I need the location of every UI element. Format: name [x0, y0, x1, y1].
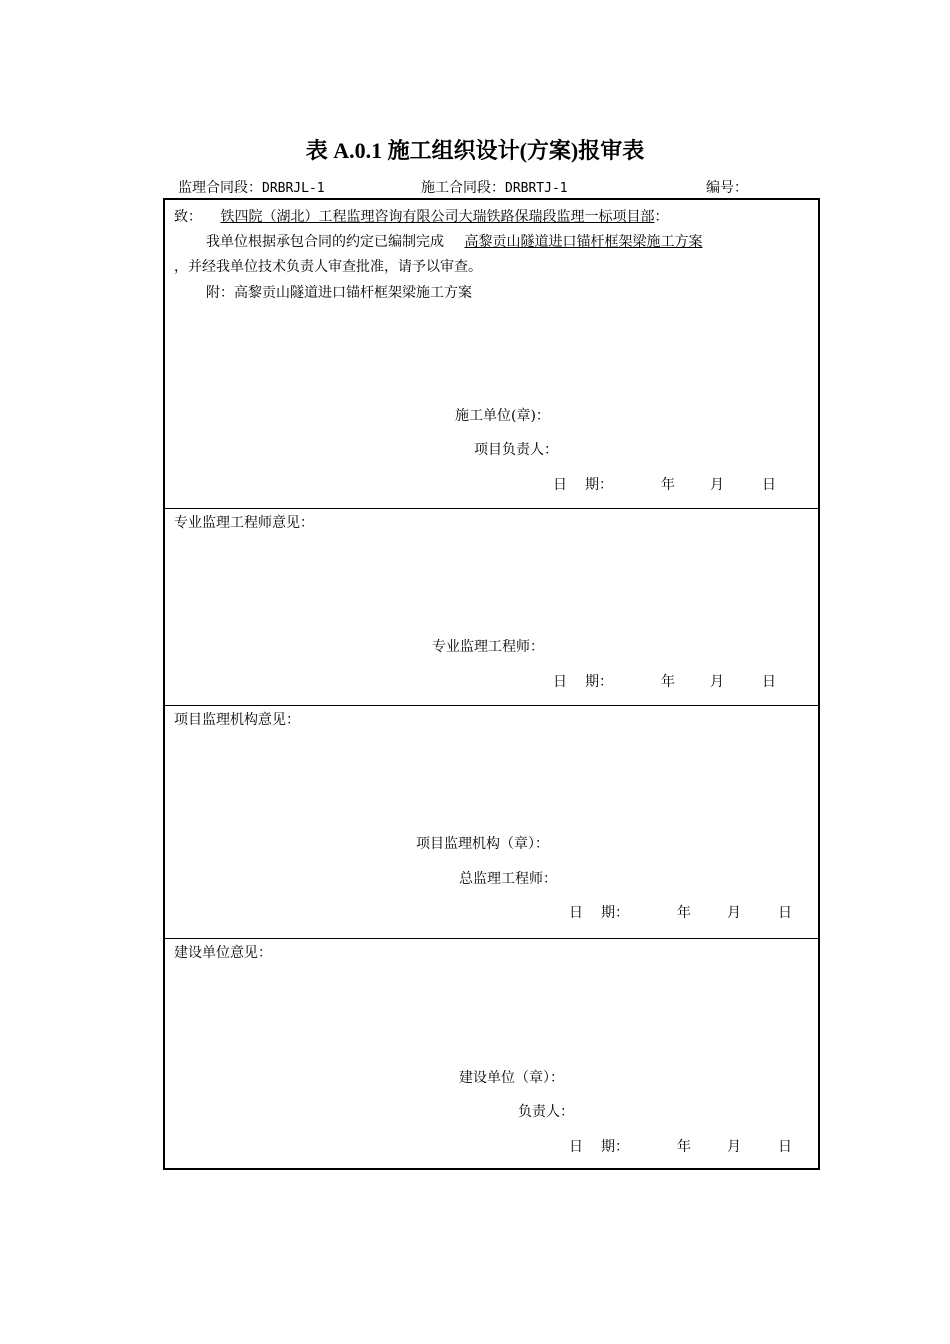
institution-seal: 项目监理机构（章）：	[416, 836, 549, 852]
recipient-name: 铁四院（湖北）工程监理咨询有限公司大瑞铁路保瑞段监理一标项目部	[220, 209, 655, 225]
review-form	[163, 198, 820, 1170]
addressee-line	[174, 208, 668, 226]
supervision-contract	[178, 177, 325, 197]
date-month: 月	[727, 1139, 741, 1155]
body-line-1-text: 我单位根据承包合同的约定已编制完成	[206, 234, 444, 250]
date-month: 月	[727, 905, 741, 921]
owner-opinion-section	[165, 939, 818, 1170]
date-month: 月	[710, 477, 724, 493]
engineer-signer: 专业监理工程师：	[432, 639, 544, 655]
attachment-line: 附：高黎贡山隧道进口锚杆框架梁施工方案	[206, 285, 472, 301]
owner-seal: 建设单位（章）：	[459, 1070, 564, 1086]
date-label-day: 日	[553, 477, 567, 493]
date-label-period: 期：	[601, 1139, 629, 1155]
body-line-2: ，并经我单位技术负责人审查批准，请予以审查。	[174, 259, 482, 275]
date-day: 日	[778, 905, 792, 921]
institution-opinion-label: 项目监理机构意见：	[174, 712, 300, 728]
date-day: 日	[762, 477, 776, 493]
date-year: 年	[677, 1139, 691, 1155]
submission-section	[165, 200, 818, 509]
date-day: 日	[778, 1139, 792, 1155]
construction-contract	[421, 177, 568, 197]
date-label-period: 期：	[585, 674, 613, 690]
supervision-contract-value: DRBRJL-1	[262, 181, 325, 196]
plan-name: 高黎贡山隧道进口锚杆框架梁施工方案	[464, 234, 703, 250]
date-label-day: 日	[569, 905, 583, 921]
date-label-period: 期：	[585, 477, 613, 493]
supervision-contract-label: 监理合同段：	[178, 180, 262, 196]
construction-contract-value: DRBRTJ-1	[505, 181, 568, 196]
construction-unit-seal: 施工单位(章)：	[455, 408, 550, 424]
page-title: 表 A.0.1 施工组织设计(方案)报审表	[305, 138, 645, 163]
recipient-suffix: ：	[654, 209, 669, 225]
date-month: 月	[710, 674, 724, 690]
date-label-day: 日	[553, 674, 567, 690]
owner-opinion-label: 建设单位意见：	[174, 945, 272, 961]
construction-contract-label: 施工合同段：	[421, 180, 505, 196]
chief-engineer: 总监理工程师：	[459, 871, 557, 887]
engineer-opinion-section	[165, 509, 818, 706]
document-number	[706, 177, 748, 197]
engineer-opinion-label: 专业监理工程师意见：	[174, 515, 314, 531]
institution-opinion-section	[165, 706, 818, 939]
body-line-1	[206, 233, 702, 251]
document-number-label: 编号：	[706, 180, 748, 196]
date-year: 年	[661, 674, 675, 690]
date-year: 年	[677, 905, 691, 921]
to-label: 致：	[174, 209, 202, 225]
date-day: 日	[762, 674, 776, 690]
owner-person: 负责人：	[518, 1104, 574, 1120]
project-leader: 项目负责人：	[474, 442, 558, 458]
date-year: 年	[661, 477, 675, 493]
date-label-period: 期：	[601, 905, 629, 921]
date-label-day: 日	[569, 1139, 583, 1155]
